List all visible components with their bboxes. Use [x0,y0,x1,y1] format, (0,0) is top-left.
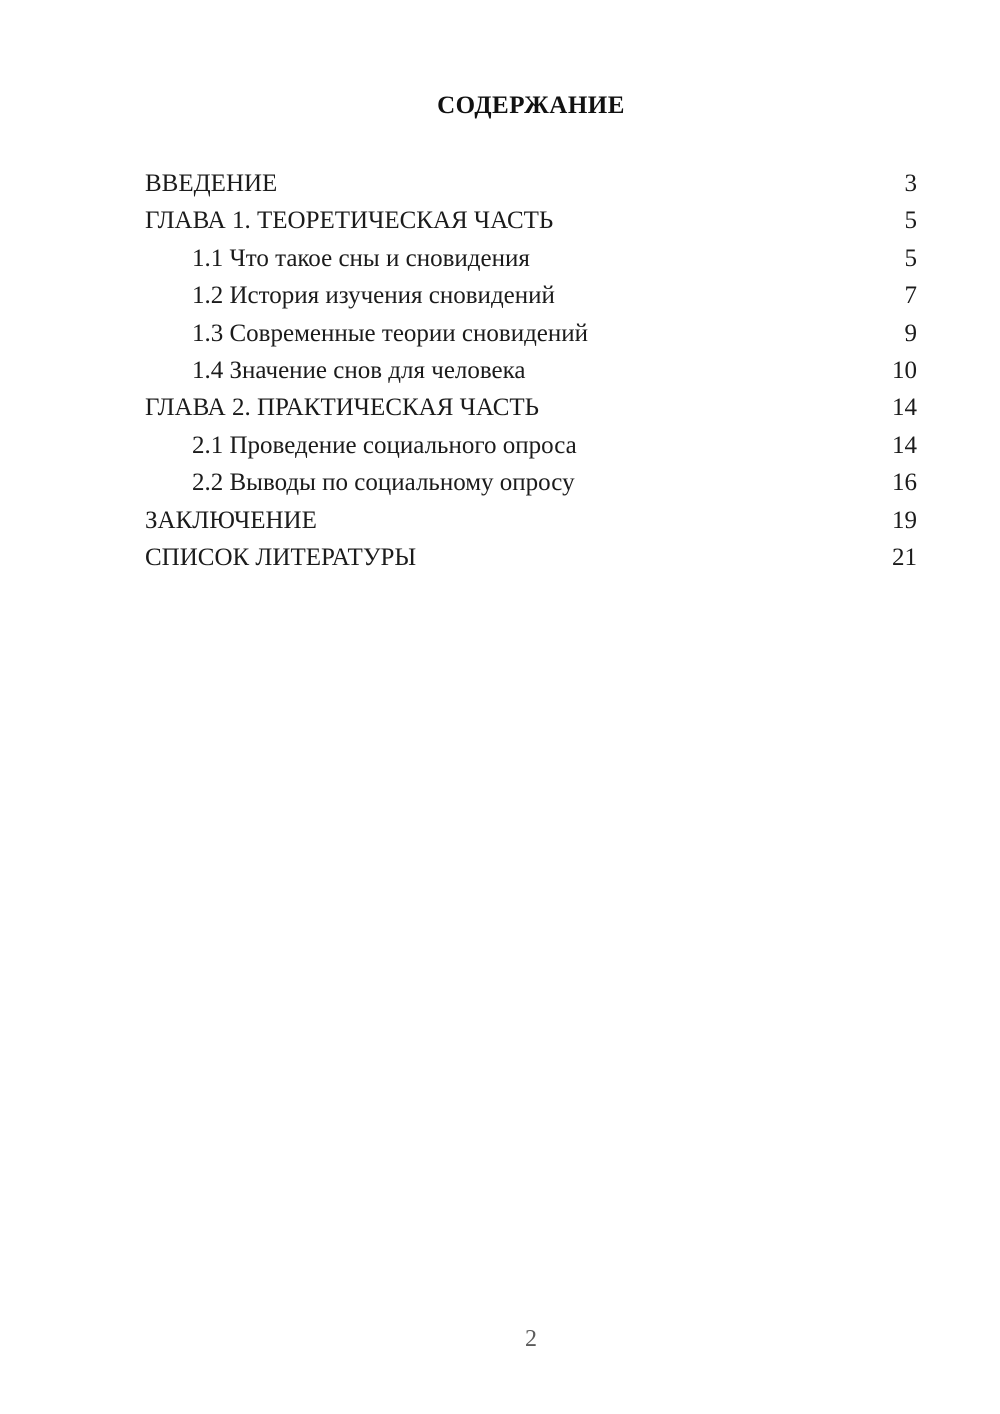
toc-entry-page-number: 14 [892,394,917,422]
toc-entry [145,539,917,576]
toc-entry-label: 1.4 Значение снов для человека [192,357,526,385]
footer-page-number: 2 [525,1326,537,1352]
toc-entry-page-number: 5 [904,244,917,272]
toc-entry-label: 1.2 История изучения сновидений [192,282,555,310]
toc-entry [145,502,917,539]
toc-entry [145,389,917,426]
toc-entry-label: СПИСОК ЛИТЕРАТУРЫ [145,544,417,572]
toc-entry-page-number: 10 [892,357,917,385]
toc-entry-page-number: 9 [904,319,917,347]
toc-entry-label: ГЛАВА 1. ТЕОРЕТИЧЕСКАЯ ЧАСТЬ [145,207,554,235]
toc-entry [145,315,917,352]
toc-entry-label: ГЛАВА 2. ПРАКТИЧЕСКАЯ ЧАСТЬ [145,394,540,422]
toc-entry-label: ВВЕДЕНИЕ [145,170,278,197]
toc-entry-label: 2.2 Выводы по социальному опросу [192,469,575,497]
toc-entry [145,427,917,464]
toc-entry [145,464,917,501]
toc-entry-label: 1.1 Что такое сны и сновидения [192,244,530,272]
toc-entry-page-number: 7 [904,282,917,310]
toc-entry [145,352,917,389]
toc-entry-page-number: 3 [904,170,917,197]
toc-entry-page-number: 16 [892,469,917,497]
toc-entry-page-number: 19 [892,506,917,534]
toc-entry-label: ЗАКЛЮЧЕНИЕ [145,506,317,534]
toc-entry-label: 1.3 Современные теории сновидений [192,319,589,347]
page-title: СОДЕРЖАНИЕ [437,92,625,119]
toc-entry [145,240,917,277]
toc-entry [145,202,917,239]
toc-entry-label: 2.1 Проведение социального опроса [192,431,577,459]
toc-entry-page-number: 14 [892,431,917,459]
toc-entry-page-number: 5 [904,207,917,235]
toc-entry [145,277,917,314]
toc-list [145,165,917,576]
toc-entry [145,165,917,202]
toc-entry-page-number: 21 [892,544,917,572]
